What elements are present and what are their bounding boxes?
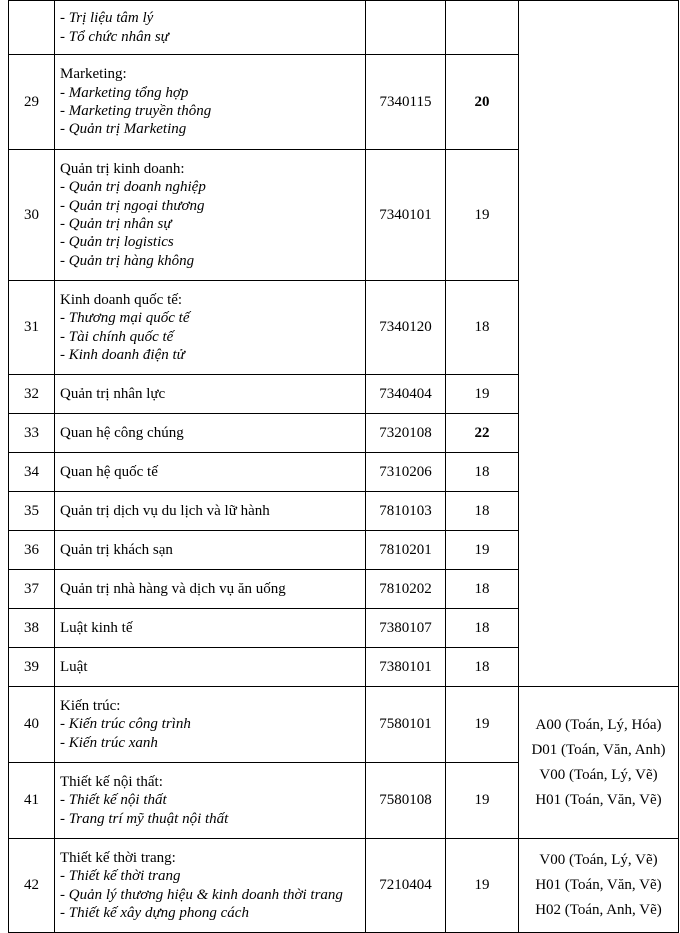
table-row: [9, 687, 679, 763]
major-title: Quản trị khách sạn: [55, 531, 366, 570]
row-stt: 37: [9, 570, 55, 609]
major-title: Thiết kế nội thất:: [60, 774, 163, 791]
major-title: Kiến trúc:: [60, 698, 121, 715]
specialization: - Quản trị ngoại thương: [60, 197, 205, 214]
specialization: - Kiến trúc công trình: [60, 716, 191, 733]
cutoff-score: 22: [446, 414, 519, 453]
major-code: 7210404: [366, 839, 446, 933]
subject-combination-cell: [519, 687, 679, 839]
admission-score-table: [8, 0, 679, 933]
row-stt: 35: [9, 492, 55, 531]
major-title: Quan hệ công chúng: [55, 414, 366, 453]
major-title: Marketing:: [60, 66, 127, 83]
row-stt: 40: [9, 687, 55, 763]
cutoff-score: 18: [446, 281, 519, 375]
row-stt: 29: [9, 55, 55, 150]
cutoff-score: 18: [446, 648, 519, 687]
major-title: Kinh doanh quốc tế:: [60, 291, 183, 308]
specialization: - Kinh doanh điện tử: [60, 346, 185, 363]
major-code: 7810201: [366, 531, 446, 570]
table-row: [9, 839, 679, 933]
specialization: - Quản trị logistics: [60, 234, 174, 251]
specialization: - Quản trị Marketing: [60, 121, 187, 138]
major-title: Quản trị dịch vụ du lịch và lữ hành: [55, 492, 366, 531]
subject-combination: V00 (Toán, Lý, Vẽ): [539, 852, 658, 868]
subject-combination: H01 (Toán, Văn, Vẽ): [535, 791, 662, 808]
major-code: 7580101: [366, 687, 446, 763]
cutoff-score: 19: [446, 531, 519, 570]
specialization: - Trang trí mỹ thuật nội thất: [60, 810, 229, 827]
major-code: 7380101: [366, 648, 446, 687]
row-stt: 38: [9, 609, 55, 648]
specialization: - Tài chính quốc tế: [60, 328, 174, 345]
row-stt: 30: [9, 150, 55, 281]
subject-combination: H01 (Toán, Văn, Vẽ): [535, 877, 662, 893]
major-title: Thiết kế thời trang:: [60, 849, 176, 866]
major-name-cell: [55, 1, 366, 55]
subject-combination: H02 (Toán, Anh, Vẽ): [535, 902, 662, 918]
major-name-cell: [55, 687, 366, 763]
major-name-cell: [55, 281, 366, 375]
subject-combination-cell: [519, 1, 679, 687]
major-code: 7340404: [366, 375, 446, 414]
specialization: - Thương mại quốc tế: [60, 310, 190, 327]
cutoff-score: 19: [446, 375, 519, 414]
subject-combination-cell: [519, 839, 679, 933]
subject-combination: D01 (Toán, Văn, Anh): [531, 741, 666, 758]
major-title: Luật kinh tế: [55, 609, 366, 648]
specialization: - Thiết kế xây dựng phong cách: [60, 904, 249, 921]
cutoff-score: 20: [446, 55, 519, 150]
cutoff-score: 19: [446, 150, 519, 281]
cutoff-score: 18: [446, 609, 519, 648]
major-code: 7340101: [366, 150, 446, 281]
major-title: Luật: [55, 648, 366, 687]
major-title: Quản trị nhà hàng và dịch vụ ăn uống: [55, 570, 366, 609]
major-code: 7320108: [366, 414, 446, 453]
major-code: 7380107: [366, 609, 446, 648]
major-name-cell: [55, 55, 366, 150]
specialization: - Quản lý thương hiệu & kinh doanh thời trang: [60, 886, 343, 903]
specialization: - Tổ chức nhân sự: [60, 28, 169, 45]
cutoff-score: 19: [446, 687, 519, 763]
row-stt: 36: [9, 531, 55, 570]
major-code: 7310206: [366, 453, 446, 492]
cutoff-score: 18: [446, 453, 519, 492]
major-name-cell: [55, 150, 366, 281]
row-stt: 32: [9, 375, 55, 414]
major-title: Quan hệ quốc tế: [55, 453, 366, 492]
specialization: - Quản trị nhân sự: [60, 216, 172, 232]
specialization: - Marketing truyền thông: [60, 103, 212, 119]
specialization: - Thiết kế thời trang: [60, 868, 181, 885]
major-name-cell: [55, 839, 366, 933]
cutoff-score: 19: [446, 839, 519, 933]
major-code: 7810202: [366, 570, 446, 609]
specialization: - Marketing tổng hợp: [60, 84, 189, 101]
row-stt: 31: [9, 281, 55, 375]
cutoff-score: 19: [446, 763, 519, 839]
row-stt: 34: [9, 453, 55, 492]
row-stt: 33: [9, 414, 55, 453]
specialization: - Kiến trúc xanh: [60, 734, 158, 751]
specialization: - Quản trị doanh nghiệp: [60, 179, 206, 196]
major-code: [366, 1, 446, 55]
subject-combination: A00 (Toán, Lý, Hóa): [535, 716, 662, 733]
major-code: 7810103: [366, 492, 446, 531]
major-title: Quản trị nhân lực: [55, 375, 366, 414]
row-stt: [9, 1, 55, 55]
table-row: [9, 1, 679, 55]
specialization: - Thiết kế nội thất: [60, 792, 167, 809]
major-title: Quản trị kinh doanh:: [60, 161, 185, 178]
row-stt: 42: [9, 839, 55, 933]
cutoff-score: [446, 1, 519, 55]
major-code: 7340120: [366, 281, 446, 375]
major-code: 7340115: [366, 55, 446, 150]
specialization: - Trị liệu tâm lý: [60, 10, 154, 27]
specialization: - Quản trị hàng không: [60, 252, 195, 269]
row-stt: 39: [9, 648, 55, 687]
major-name-cell: [55, 763, 366, 839]
cutoff-score: 18: [446, 492, 519, 531]
subject-combination: V00 (Toán, Lý, Vẽ): [539, 766, 658, 783]
row-stt: 41: [9, 763, 55, 839]
major-code: 7580108: [366, 763, 446, 839]
cutoff-score: 18: [446, 570, 519, 609]
